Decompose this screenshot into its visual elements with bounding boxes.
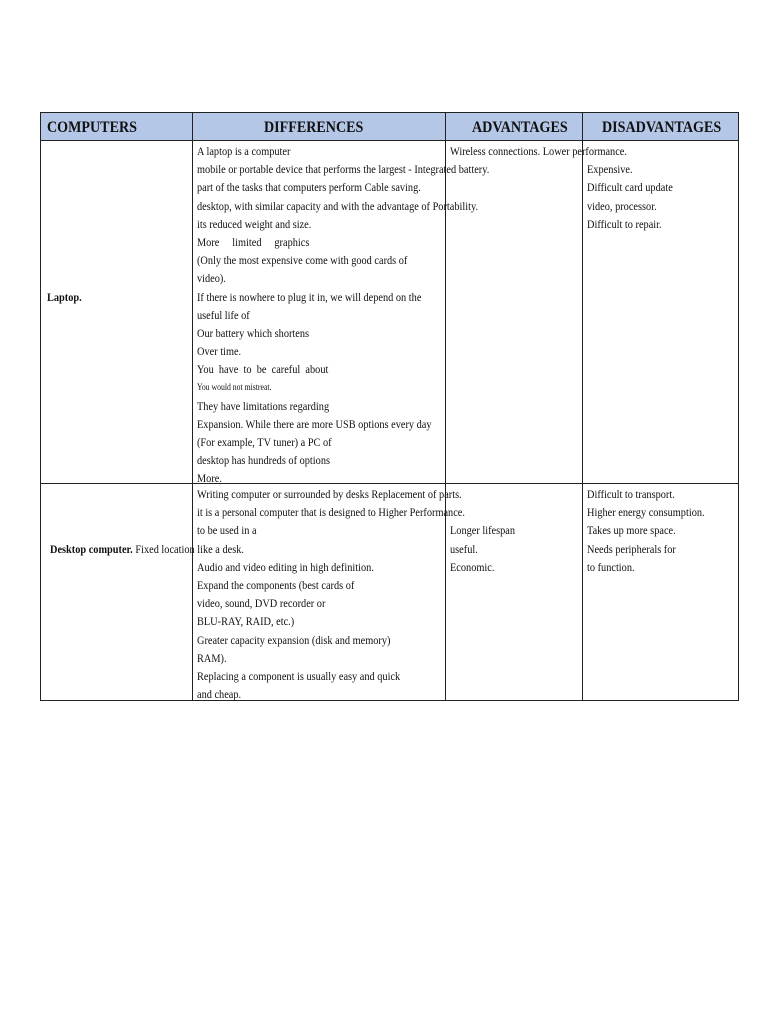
desktop-advantages xyxy=(450,485,515,576)
header-computers: COMPUTERS xyxy=(47,119,137,136)
text-line: BLU-RAY, RAID, etc.) xyxy=(197,614,295,629)
text-line xyxy=(197,540,465,558)
text-line: desktop has hundreds of options xyxy=(197,453,331,468)
column-divider xyxy=(582,113,583,700)
desktop-differences xyxy=(197,485,465,703)
comparison-table xyxy=(40,112,739,701)
text-line: Greater capacity expansion (disk and memory) xyxy=(197,632,391,647)
laptop-disadvantages xyxy=(587,142,673,233)
text-line: You have to be careful about xyxy=(197,362,329,377)
text-line: Our battery which shortens xyxy=(197,325,310,340)
text-line: mobile or portable device that performs the largest - Integrated battery. xyxy=(197,162,490,177)
row-label-desktop-suffix: Fixed location like a desk. xyxy=(135,542,244,556)
text-line: useful. xyxy=(450,541,478,556)
header-differences: DIFFERENCES xyxy=(264,119,364,136)
text-line: Difficult to repair. xyxy=(587,216,662,231)
text-line: You would not mistreat. xyxy=(197,382,272,393)
laptop-differences xyxy=(197,142,489,488)
text-line: video, processor. xyxy=(587,198,657,213)
header-disadvantages: DISADVANTAGES xyxy=(602,119,722,136)
text-line: Writing computer or surrounded by desks Replacement of parts. xyxy=(197,487,462,501)
text-line: part of the tasks that computers perform Cable saving. xyxy=(197,180,421,195)
row-label-laptop: Laptop. xyxy=(47,290,82,304)
text-line: Higher energy consumption. xyxy=(587,505,705,520)
text-line: If there is nowhere to plug it in, we will depend on the xyxy=(197,289,422,304)
text-line: useful life of xyxy=(197,307,250,322)
text-line: video). xyxy=(197,271,226,286)
text-line: Replacing a component is usually easy and quick xyxy=(197,668,401,683)
text-line: (For example, TV tuner) a PC of xyxy=(197,435,332,449)
text-line: desktop, with similar capacity and with the advantage of Portability. xyxy=(197,198,479,213)
text-line: Difficult card update xyxy=(587,180,673,195)
text-line: its reduced weight and size. xyxy=(197,216,312,231)
text-line: Expansion. While there are more USB options every day xyxy=(197,416,432,431)
text-line: More. xyxy=(197,471,222,486)
text-line: it is a personal computer that is designed to Higher Performance. xyxy=(197,505,465,520)
text-line: Over time. xyxy=(197,344,242,359)
text-line xyxy=(587,142,673,160)
text-line: to function. xyxy=(587,559,635,574)
text-line: and cheap. xyxy=(197,687,242,702)
text-line: More limited graphics xyxy=(197,234,310,249)
text-line xyxy=(450,485,515,503)
text-line: Takes up more space. xyxy=(587,523,676,538)
text-line: Expensive. xyxy=(587,162,633,177)
text-line: Needs peripherals for xyxy=(587,541,676,556)
text-line: video, sound, DVD recorder or xyxy=(197,596,326,611)
text-line: Wireless connections. Lower performance. xyxy=(450,144,627,158)
desktop-disadvantages xyxy=(587,485,705,576)
text-line: A laptop is a computer xyxy=(197,144,291,158)
text-line: (Only the most expensive come with good cards of xyxy=(197,253,408,268)
text-line: RAM). xyxy=(197,650,227,665)
column-divider xyxy=(192,113,193,700)
text-line: to be used in a xyxy=(197,523,257,538)
text-line: They have limitations regarding xyxy=(197,398,330,413)
header-advantages: ADVANTAGES xyxy=(472,119,568,136)
text-line: Audio and video editing in high definition. xyxy=(197,559,374,574)
text-line: Difficult to transport. xyxy=(587,487,675,501)
row-label-desktop-title: Desktop computer. xyxy=(50,542,133,556)
text-line: Economic. xyxy=(450,559,495,574)
text-line: Longer lifespan xyxy=(450,523,516,538)
text-line xyxy=(450,503,515,521)
text-line: Expand the components (best cards of xyxy=(197,577,355,592)
